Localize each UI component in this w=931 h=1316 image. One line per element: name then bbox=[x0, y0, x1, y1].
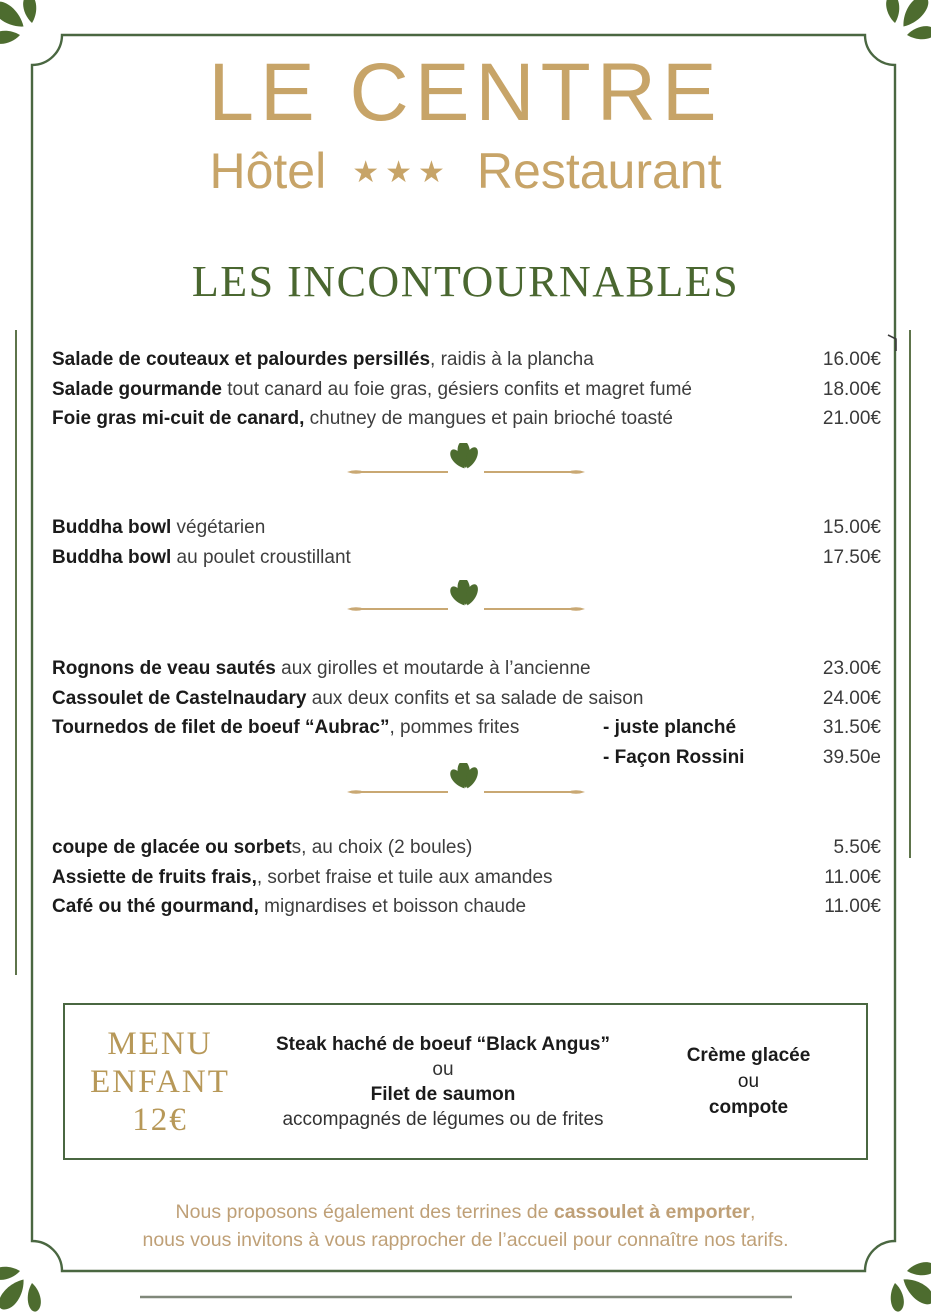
footer-text: , bbox=[750, 1201, 756, 1223]
item-option: - Façon Rossini bbox=[603, 746, 745, 768]
kids-menu-mains bbox=[255, 1032, 631, 1132]
kids-or: ou bbox=[432, 1058, 454, 1080]
kids-menu-label bbox=[65, 1025, 255, 1139]
item-name: Buddha bowl bbox=[52, 517, 172, 538]
item-price: 24.00€ bbox=[822, 687, 881, 709]
menu-item bbox=[52, 713, 881, 743]
menu-item bbox=[52, 513, 881, 543]
logo-restaurant: Restaurant bbox=[476, 143, 722, 199]
section-mains bbox=[52, 654, 881, 768]
item-desc: , raidis à la plancha bbox=[430, 349, 594, 370]
item-desc: chutney de mangues et pain brioché toasté bbox=[304, 408, 673, 429]
footer-bold-text: cassoulet à emporter bbox=[553, 1201, 751, 1223]
corner-leaves-top-right bbox=[886, 0, 931, 39]
footer-line-2: nous vous invitons à vous rapprocher de l’accueil pour connaître nos tarifs. bbox=[142, 1229, 789, 1251]
menu-item bbox=[52, 345, 881, 375]
item-price: 5.50€ bbox=[833, 837, 881, 858]
item-desc: aux girolles et moutarde à l’ancienne bbox=[275, 658, 591, 679]
logo-subtitle bbox=[0, 143, 931, 199]
logo-hotel: Hôtel bbox=[209, 143, 327, 199]
menu-item bbox=[52, 404, 881, 434]
kids-or: ou bbox=[737, 1070, 760, 1092]
kids-menu-desserts bbox=[631, 1043, 866, 1121]
section-starters bbox=[52, 345, 881, 434]
item-desc: mignardises et boisson chaude bbox=[258, 896, 527, 917]
section-divider bbox=[0, 443, 931, 483]
page-title: LES INCONTOURNABLES bbox=[191, 257, 740, 306]
item-name: Cassoulet de Castelnaudary bbox=[52, 687, 307, 709]
item-name: Assiette de fruits frais, bbox=[52, 866, 257, 888]
item-desc: s, au choix (2 boules) bbox=[291, 837, 473, 858]
item-desc: aux deux confits et sa salade de saison bbox=[306, 687, 644, 709]
kids-main-2: Filet de saumon bbox=[370, 1083, 516, 1105]
item-price: 23.00€ bbox=[822, 658, 881, 679]
leaf-divider-icon bbox=[346, 580, 586, 620]
kids-dessert-1: Crème glacée bbox=[686, 1044, 811, 1066]
menu-item bbox=[52, 543, 881, 573]
item-name: Foie gras mi-cuit de canard, bbox=[52, 408, 305, 429]
menu-item bbox=[52, 684, 881, 714]
section-bowls bbox=[52, 513, 881, 572]
leaf-divider-icon bbox=[346, 443, 586, 483]
footer-text: Nous proposons également des terrines de bbox=[175, 1201, 554, 1223]
kids-menu-box bbox=[63, 1003, 868, 1160]
item-option: - juste planché bbox=[603, 717, 737, 738]
item-name: Café ou thé gourmand, bbox=[52, 896, 259, 917]
item-name: Buddha bowl bbox=[52, 546, 172, 568]
kids-main-1: Steak haché de boeuf “Black Angus” bbox=[276, 1033, 610, 1055]
three-stars-icon: ★★★ bbox=[352, 156, 451, 189]
item-price: 11.00€ bbox=[824, 866, 881, 888]
leaf-divider-icon bbox=[346, 763, 586, 803]
menu-item bbox=[52, 863, 881, 893]
item-name: Tournedos de filet de boeuf “Aubrac” bbox=[52, 717, 390, 738]
item-desc: végétarien bbox=[171, 517, 266, 538]
item-price: 18.00€ bbox=[822, 378, 881, 400]
menu-item bbox=[52, 375, 881, 405]
kids-menu-price: 12€ bbox=[132, 1101, 188, 1138]
item-price: 39.50e bbox=[822, 746, 881, 768]
kids-main-note: accompagnés de légumes ou de frites bbox=[282, 1108, 604, 1130]
logo-title: LE CENTRE bbox=[208, 47, 723, 138]
item-desc: , pommes frites bbox=[389, 717, 520, 738]
item-price: 16.00€ bbox=[822, 349, 881, 370]
menu-item bbox=[52, 892, 881, 922]
kids-dessert-2: compote bbox=[708, 1096, 789, 1118]
section-desserts bbox=[52, 833, 881, 922]
footer-note bbox=[0, 1198, 931, 1254]
corner-leaves-top-left bbox=[0, 0, 36, 44]
kids-menu-word: MENU bbox=[107, 1025, 213, 1062]
item-price: 21.00€ bbox=[822, 408, 881, 429]
corner-leaves-bottom-left bbox=[0, 1267, 41, 1314]
menu-item bbox=[52, 654, 881, 684]
item-price: 17.50€ bbox=[822, 546, 881, 568]
item-name: Rognons de veau sautés bbox=[52, 658, 276, 679]
item-price: 15.00€ bbox=[822, 517, 881, 538]
item-price: 11.00€ bbox=[824, 896, 881, 917]
kids-menu-word: ENFANT bbox=[90, 1063, 230, 1100]
item-price: 31.50€ bbox=[822, 717, 881, 738]
section-divider bbox=[0, 763, 931, 803]
item-desc: , sorbet fraise et tuile aux amandes bbox=[256, 866, 553, 888]
section-divider bbox=[0, 580, 931, 620]
item-desc: au poulet croustillant bbox=[171, 546, 351, 568]
corner-leaves-bottom-right bbox=[891, 1262, 931, 1311]
item-desc: tout canard au foie gras, gésiers confits et magret fumé bbox=[222, 378, 692, 400]
footer-line-1 bbox=[0, 1198, 931, 1226]
item-name: Salade de couteaux et palourdes persillés bbox=[52, 349, 431, 370]
item-name: coupe de glacée ou sorbet bbox=[52, 837, 292, 858]
item-name: Salade gourmande bbox=[52, 378, 222, 400]
menu-item bbox=[52, 833, 881, 863]
